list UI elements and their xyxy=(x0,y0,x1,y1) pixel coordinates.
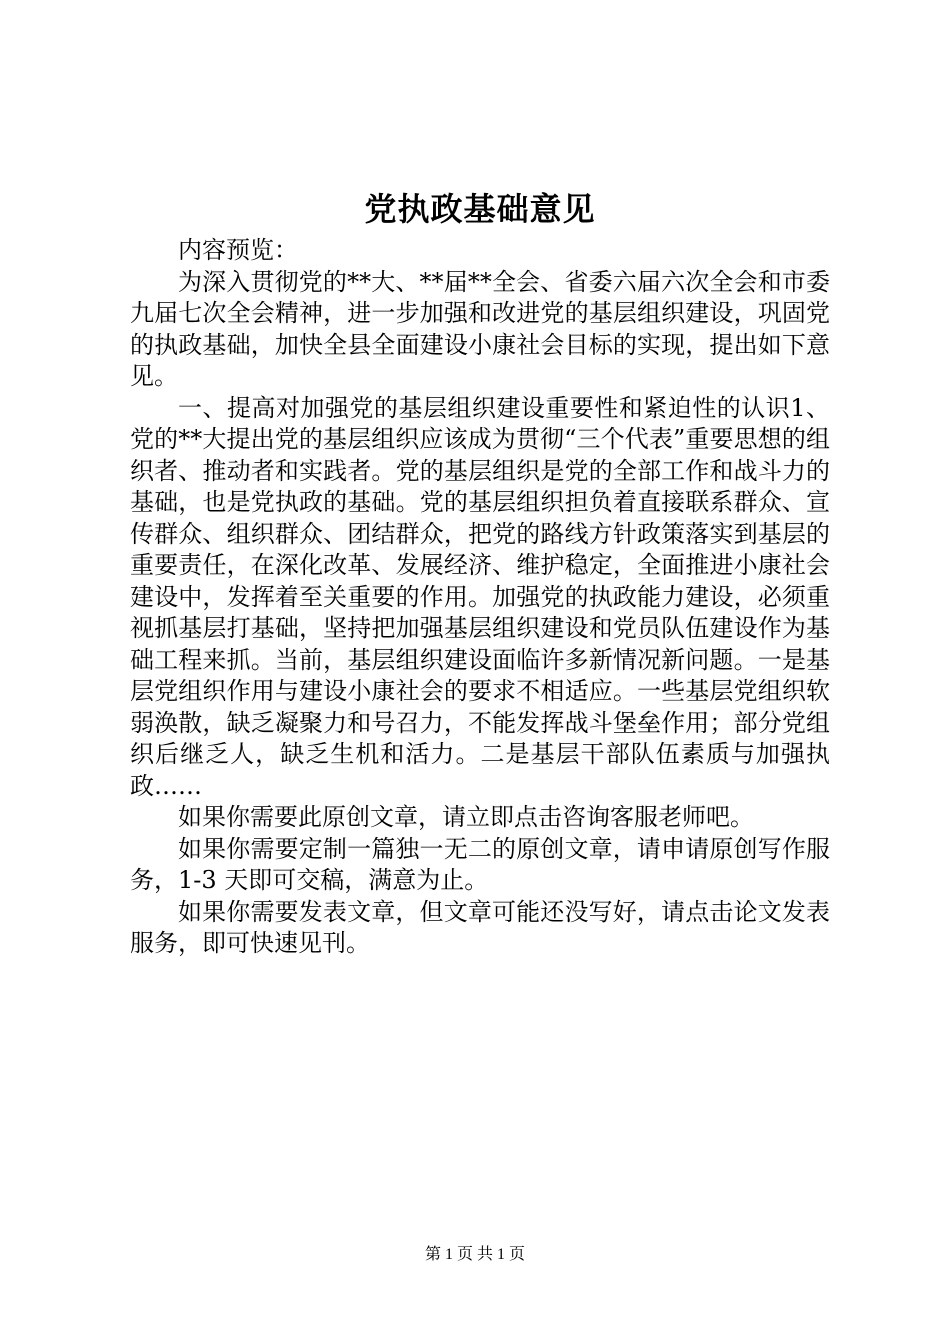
consult-service-paragraph: 如果你需要此原创文章，请立即点击咨询客服老师吧。 xyxy=(178,803,754,831)
document-title: 党执政基础意见 xyxy=(364,190,596,228)
intro-paragraph: 为深入贯彻党的**大、**届**全会、省委六届六次全会和市委九届七次全会精神，进一步加强和改进党的基层组织建设，巩固党的执政基础，加快全县全面建设小康社会目标的实现，提出如下意见。 xyxy=(130,267,830,390)
page-number-footer: 第 1 页 共 1 页 xyxy=(424,1246,525,1263)
document-body xyxy=(130,185,830,960)
publish-service-paragraph: 如果你需要发表文章，但文章可能还没写好，请点击论文发表服务，即可快速见刊。 xyxy=(130,897,830,957)
preview-label: 内容预览： xyxy=(178,236,298,264)
custom-writing-paragraph: 如果你需要定制一篇独一无二的原创文章，请申请原创写作服务，1-3 天即可交稿，满意为止。 xyxy=(130,834,830,894)
section-one-paragraph: 一、提高对加强党的基层组织建设重要性和紧迫性的认识1、党的**大提出党的基层组织应该成为贯彻“三个代表”重要思想的组织者、推动者和实践者。党的基层组织是党的全部工作和战斗力的基础，也是党执政的基础。党的基层组织担负着直接联系群众、宣传群众、组织群众、团结群众，把党的路线方针政策落实到基层的重要责任，在深化改革、发展经济、维护稳定，全面推进小康社会建设中，发挥着至关重要的作用。加强党的执政能力建设，必须重视抓基层打基础，坚持把加强基层组织建设和党员队伍建设作为基础工程来抓。当前，基层组织建设面临许多新情况新问题。一是基层党组织作用与建设小康社会的要求不相适应。一些基层党组织软弱涣散，缺乏凝聚力和号召力，不能发挥战斗堡垒作用；部分党组织后继乏人，缺乏生机和活力。二是基层干部队伍素质与加强执政…… xyxy=(130,393,830,800)
